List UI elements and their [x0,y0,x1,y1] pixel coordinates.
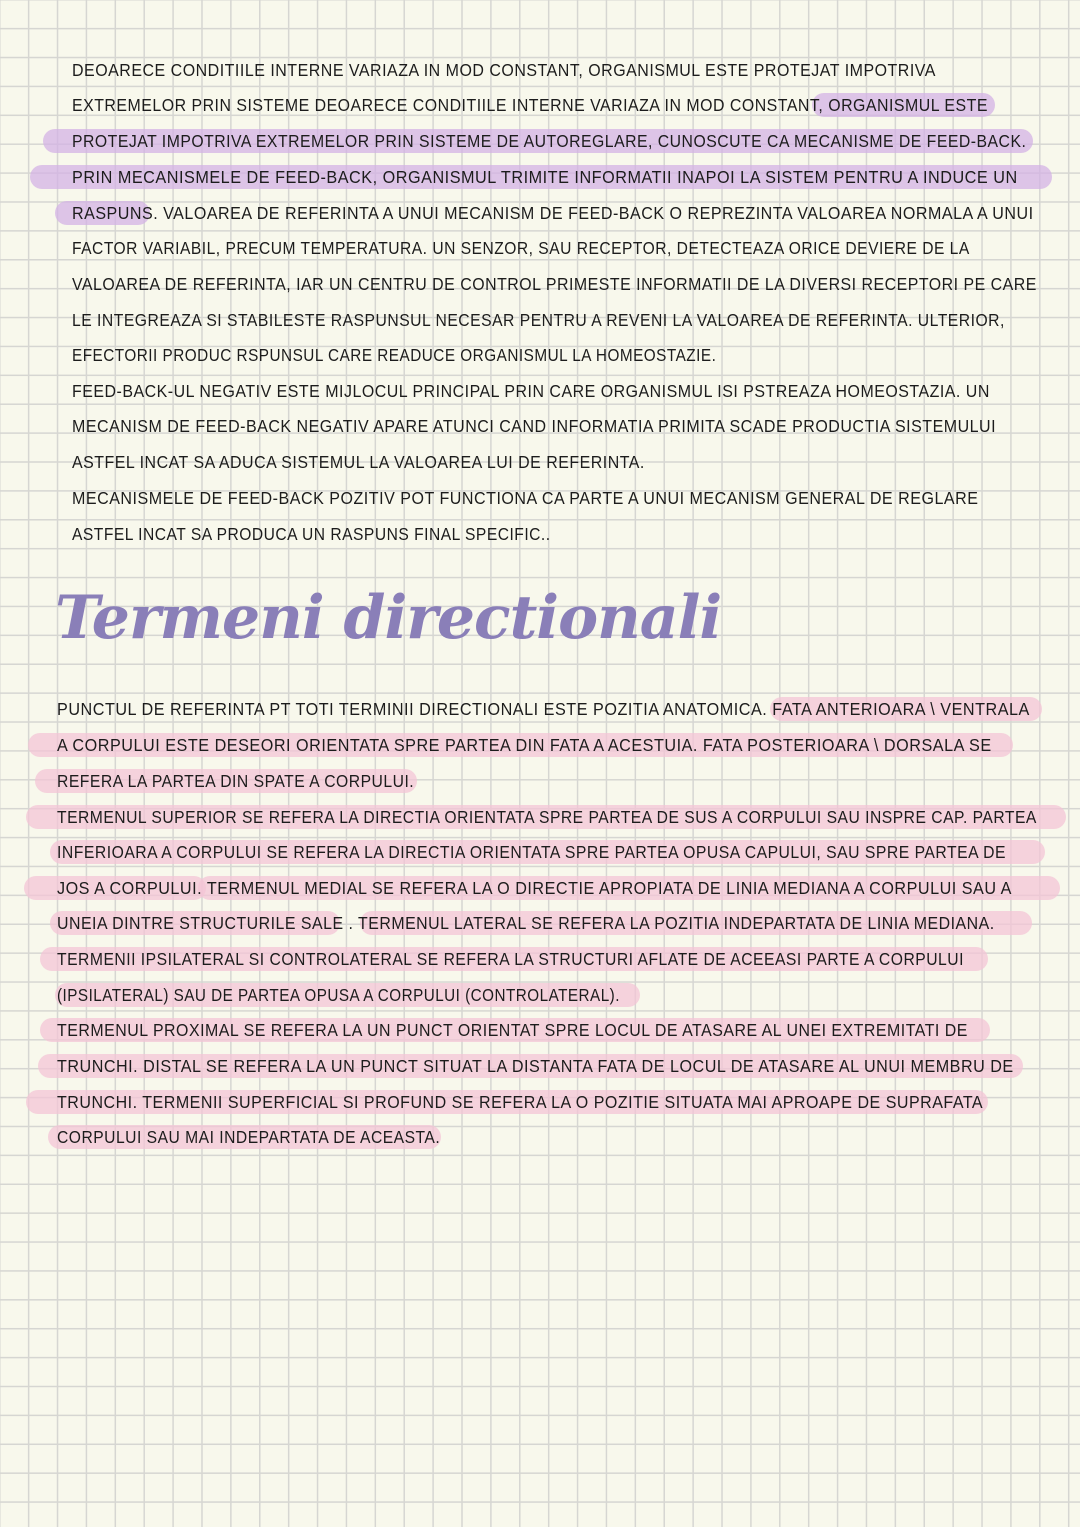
paragraph-line: DEOARECE CONDITIILE INTERNE VARIAZA IN MOD CONSTANT, ORGANISMUL ESTE PROTEJAT IMPOTRIVA [72,60,936,80]
paragraph-line: EXTREMELOR PRIN SISTEME DEOARECE CONDITIILE INTERNE VARIAZA IN MOD CONSTANT, ORGANISMUL ESTE [72,95,988,115]
paragraph-line: TERMENUL SUPERIOR SE REFERA LA DIRECTIA ORIENTATA SPRE PARTEA DE SUS A CORPULUI SAU INSPRE CAP. PARTEA [57,807,1037,827]
paragraph-line: CORPULUI SAU MAI INDEPARTATA DE ACEASTA. [57,1127,441,1147]
paragraph-line: PUNCTUL DE REFERINTA PT TOTI TERMINII DIRECTIONALI ESTE POZITIA ANATOMICA. FATA ANTERIOARA \ VENTRALA [57,699,1030,719]
paragraph-line: JOS A CORPULUI. TERMENUL MEDIAL SE REFERA LA O DIRECTIE APROPIATA DE LINIA MEDIANA A CORPULUI SAU A [57,878,1012,898]
paragraph-line: TRUNCHI. DISTAL SE REFERA LA UN PUNCT SITUAT LA DISTANTA FATA DE LOCUL DE ATASARE AL UNUI MEMBRU DE [57,1056,1014,1076]
paragraph-line: ASTFEL INCAT SA ADUCA SISTEMUL LA VALOAREA LUI DE REFERINTA. [72,452,645,472]
paragraph-line: TERMENUL PROXIMAL SE REFERA LA UN PUNCT ORIENTAT SPRE LOCUL DE ATASARE AL UNEI EXTREMITATI DE [57,1020,968,1040]
paragraph-line: RASPUNS. VALOAREA DE REFERINTA A UNUI MECANISM DE FEED-BACK O REPREZINTA VALOAREA NORMALA A UNUI [72,203,1034,223]
paragraph-line: UNEIA DINTRE STRUCTURILE SALE . TERMENUL LATERAL SE REFERA LA POZITIA INDEPARTATA DE LINIA MEDIANA. [57,913,995,933]
paragraph-line: (IPSILATERAL) SAU DE PARTEA OPUSA A CORPULUI (CONTROLATERAL). [57,985,620,1005]
paragraph-line: EFECTORII PRODUC RSPUNSUL CARE READUCE ORGANISMUL LA HOMEOSTAZIE. [72,345,717,365]
paragraph-line: A CORPULUI ESTE DESEORI ORIENTATA SPRE PARTEA DIN FATA A ACESTUIA. FATA POSTERIOARA \ DORSALA SE [57,735,992,755]
paragraph-line: MECANISMELE DE FEED-BACK POZITIV POT FUNCTIONA CA PARTE A UNUI MECANISM GENERAL DE REGLARE [72,488,979,508]
paragraph-line: PRIN MECANISMELE DE FEED-BACK, ORGANISMUL TRIMITE INFORMATII INAPOI LA SISTEM PENTRU A INDUCE UN [72,167,1018,187]
paragraph-line: LE INTEGREAZA SI STABILESTE RASPUNSUL NECESAR PENTRU A REVENI LA VALOAREA DE REFERINTA. ULTERIOR, [72,310,1005,330]
paragraph-line: PROTEJAT IMPOTRIVA EXTREMELOR PRIN SISTEME DE AUTOREGLARE, CUNOSCUTE CA MECANISME DE FEED-BACK. [72,131,1027,151]
paragraph-line: FACTOR VARIABIL, PRECUM TEMPERATURA. UN SENZOR, SAU RECEPTOR, DETECTEAZA ORICE DEVIERE DE LA [72,238,970,258]
paragraph-line: TERMENII IPSILATERAL SI CONTROLATERAL SE REFERA LA STRUCTURI AFLATE DE ACEEASI PARTE A CORPULUI [57,949,964,969]
paragraph-line: ASTFEL INCAT SA PRODUCA UN RASPUNS FINAL SPECIFIC.. [72,524,551,544]
paragraph-line: VALOAREA DE REFERINTA, IAR UN CENTRU DE CONTROL PRIMESTE INFORMATII DE LA DIVERSI RECEPTORI PE CARE [72,274,1037,294]
paragraph-line: FEED-BACK-UL NEGATIV ESTE MIJLOCUL PRINCIPAL PRIN CARE ORGANISMUL ISI PSTREAZA HOMEOSTAZIA. UN [72,381,990,401]
paragraph-line: TRUNCHI. TERMENII SUPERFICIAL SI PROFUND SE REFERA LA O POZITIE SITUATA MAI APROAPE DE SUPRAFATA [57,1092,984,1112]
section-title: Termeni directionali [55,583,722,653]
paragraph-line: INFERIOARA A CORPULUI SE REFERA LA DIRECTIA ORIENTATA SPRE PARTEA OPUSA CAPULUI, SAU SPRE PARTEA DE [57,842,1006,862]
paragraph-line: MECANISM DE FEED-BACK NEGATIV APARE ATUNCI CAND INFORMATIA PRIMITA SCADE PRODUCTIA SISTEMULUI [72,416,997,436]
paragraph-line: REFERA LA PARTEA DIN SPATE A CORPULUI. [57,771,415,791]
